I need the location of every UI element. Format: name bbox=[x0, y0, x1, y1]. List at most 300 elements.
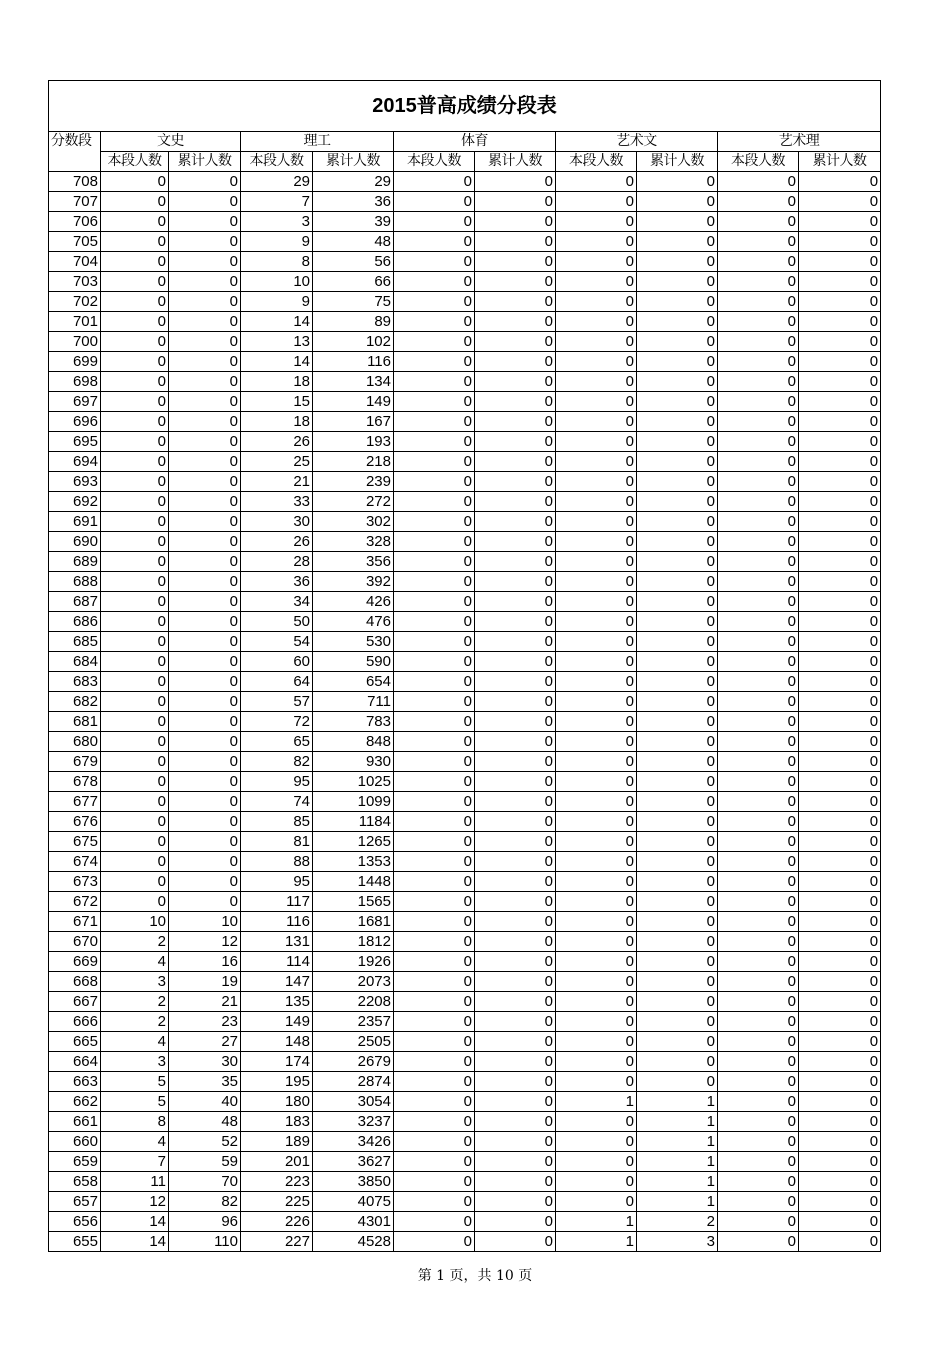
count-cell: 0 bbox=[556, 912, 637, 932]
count-cell: 167 bbox=[313, 412, 394, 432]
score-cell: 658 bbox=[49, 1172, 101, 1192]
count-cell: 0 bbox=[394, 1192, 475, 1212]
count-cell: 0 bbox=[169, 612, 241, 632]
count-cell: 0 bbox=[799, 352, 881, 372]
count-cell: 0 bbox=[799, 1192, 881, 1212]
count-cell: 0 bbox=[169, 632, 241, 652]
count-cell: 0 bbox=[169, 792, 241, 812]
score-cell: 688 bbox=[49, 572, 101, 592]
count-cell: 1 bbox=[637, 1092, 718, 1112]
score-cell: 697 bbox=[49, 392, 101, 412]
count-cell: 0 bbox=[556, 232, 637, 252]
count-cell: 0 bbox=[556, 672, 637, 692]
count-cell: 0 bbox=[556, 1192, 637, 1212]
count-cell: 0 bbox=[718, 252, 799, 272]
count-cell: 0 bbox=[799, 1092, 881, 1112]
count-cell: 0 bbox=[637, 252, 718, 272]
count-cell: 0 bbox=[101, 572, 169, 592]
count-cell: 0 bbox=[394, 712, 475, 732]
count-cell: 11 bbox=[101, 1172, 169, 1192]
count-cell: 0 bbox=[718, 992, 799, 1012]
count-cell: 65 bbox=[241, 732, 313, 752]
count-cell: 0 bbox=[101, 872, 169, 892]
count-cell: 0 bbox=[637, 952, 718, 972]
count-cell: 0 bbox=[475, 452, 556, 472]
count-cell: 218 bbox=[313, 452, 394, 472]
count-cell: 0 bbox=[556, 192, 637, 212]
count-cell: 0 bbox=[475, 1132, 556, 1152]
table-row bbox=[49, 852, 881, 872]
count-cell: 0 bbox=[394, 512, 475, 532]
table-row bbox=[49, 732, 881, 752]
count-cell: 0 bbox=[169, 432, 241, 452]
count-cell: 0 bbox=[718, 572, 799, 592]
count-cell: 0 bbox=[799, 592, 881, 612]
score-cell: 682 bbox=[49, 692, 101, 712]
count-cell: 0 bbox=[556, 712, 637, 732]
count-cell: 26 bbox=[241, 432, 313, 452]
count-cell: 0 bbox=[475, 232, 556, 252]
count-cell: 0 bbox=[799, 912, 881, 932]
count-cell: 0 bbox=[101, 332, 169, 352]
score-cell: 698 bbox=[49, 372, 101, 392]
table-row bbox=[49, 472, 881, 492]
count-cell: 57 bbox=[241, 692, 313, 712]
count-cell: 14 bbox=[241, 312, 313, 332]
count-cell: 0 bbox=[637, 832, 718, 852]
count-cell: 0 bbox=[718, 412, 799, 432]
count-cell: 0 bbox=[556, 1072, 637, 1092]
count-cell: 70 bbox=[169, 1172, 241, 1192]
count-cell: 88 bbox=[241, 852, 313, 872]
count-cell: 0 bbox=[718, 432, 799, 452]
table-row bbox=[49, 1052, 881, 1072]
count-cell: 0 bbox=[394, 492, 475, 512]
count-cell: 0 bbox=[718, 492, 799, 512]
count-cell: 0 bbox=[637, 532, 718, 552]
table-row bbox=[49, 1232, 881, 1252]
count-cell: 0 bbox=[394, 172, 475, 192]
count-cell: 7 bbox=[241, 192, 313, 212]
count-cell: 0 bbox=[394, 652, 475, 672]
table-row bbox=[49, 512, 881, 532]
count-cell: 0 bbox=[799, 392, 881, 412]
count-cell: 0 bbox=[101, 312, 169, 332]
count-cell: 3237 bbox=[313, 1112, 394, 1132]
count-cell: 0 bbox=[475, 892, 556, 912]
table-row bbox=[49, 352, 881, 372]
count-cell: 0 bbox=[718, 1012, 799, 1032]
count-cell: 5 bbox=[101, 1092, 169, 1112]
count-cell: 131 bbox=[241, 932, 313, 952]
count-cell: 0 bbox=[101, 552, 169, 572]
count-cell: 0 bbox=[394, 372, 475, 392]
count-cell: 0 bbox=[637, 232, 718, 252]
count-cell: 0 bbox=[475, 552, 556, 572]
count-cell: 0 bbox=[637, 712, 718, 732]
count-cell: 0 bbox=[556, 1172, 637, 1192]
count-cell: 0 bbox=[637, 512, 718, 532]
count-cell: 10 bbox=[241, 272, 313, 292]
count-cell: 0 bbox=[799, 432, 881, 452]
count-cell: 0 bbox=[637, 1072, 718, 1092]
count-cell: 0 bbox=[718, 692, 799, 712]
count-cell: 0 bbox=[637, 572, 718, 592]
count-cell: 0 bbox=[169, 472, 241, 492]
count-cell: 0 bbox=[475, 692, 556, 712]
count-cell: 0 bbox=[101, 192, 169, 212]
count-cell: 3 bbox=[241, 212, 313, 232]
table-row bbox=[49, 1132, 881, 1152]
table-row bbox=[49, 652, 881, 672]
count-cell: 56 bbox=[313, 252, 394, 272]
count-cell: 0 bbox=[556, 872, 637, 892]
sub-header-cumulative-count: 累计人数 bbox=[637, 152, 718, 172]
score-cell: 663 bbox=[49, 1072, 101, 1092]
count-cell: 2208 bbox=[313, 992, 394, 1012]
count-cell: 0 bbox=[637, 652, 718, 672]
count-cell: 0 bbox=[394, 232, 475, 252]
count-cell: 0 bbox=[475, 792, 556, 812]
count-cell: 0 bbox=[637, 732, 718, 752]
count-cell: 36 bbox=[313, 192, 394, 212]
table-row bbox=[49, 772, 881, 792]
table-row bbox=[49, 632, 881, 652]
count-cell: 0 bbox=[394, 832, 475, 852]
table-row bbox=[49, 612, 881, 632]
count-cell: 75 bbox=[313, 292, 394, 312]
count-cell: 0 bbox=[101, 592, 169, 612]
count-cell: 0 bbox=[475, 332, 556, 352]
count-cell: 0 bbox=[394, 1052, 475, 1072]
count-cell: 1099 bbox=[313, 792, 394, 812]
count-cell: 0 bbox=[101, 732, 169, 752]
count-cell: 0 bbox=[101, 352, 169, 372]
count-cell: 0 bbox=[637, 212, 718, 232]
count-cell: 0 bbox=[169, 372, 241, 392]
count-cell: 0 bbox=[394, 812, 475, 832]
segment-header: 分数段 bbox=[49, 132, 101, 152]
count-cell: 114 bbox=[241, 952, 313, 972]
count-cell: 2073 bbox=[313, 972, 394, 992]
count-cell: 21 bbox=[241, 472, 313, 492]
count-cell: 3850 bbox=[313, 1172, 394, 1192]
count-cell: 0 bbox=[394, 892, 475, 912]
count-cell: 0 bbox=[475, 1192, 556, 1212]
count-cell: 4301 bbox=[313, 1212, 394, 1232]
count-cell: 134 bbox=[313, 372, 394, 392]
count-cell: 0 bbox=[637, 612, 718, 632]
count-cell: 1 bbox=[556, 1232, 637, 1252]
count-cell: 0 bbox=[556, 1132, 637, 1152]
count-cell: 26 bbox=[241, 532, 313, 552]
score-cell: 675 bbox=[49, 832, 101, 852]
count-cell: 0 bbox=[556, 732, 637, 752]
count-cell: 1812 bbox=[313, 932, 394, 952]
count-cell: 0 bbox=[169, 292, 241, 312]
score-cell: 665 bbox=[49, 1032, 101, 1052]
count-cell: 0 bbox=[475, 512, 556, 532]
count-cell: 0 bbox=[394, 752, 475, 772]
table-row bbox=[49, 432, 881, 452]
score-cell: 702 bbox=[49, 292, 101, 312]
count-cell: 0 bbox=[718, 1152, 799, 1172]
count-cell: 59 bbox=[169, 1152, 241, 1172]
score-cell: 691 bbox=[49, 512, 101, 532]
table-row bbox=[49, 192, 881, 212]
count-cell: 0 bbox=[101, 852, 169, 872]
count-cell: 0 bbox=[394, 572, 475, 592]
count-cell: 223 bbox=[241, 1172, 313, 1192]
count-cell: 0 bbox=[394, 852, 475, 872]
table-row bbox=[49, 712, 881, 732]
count-cell: 0 bbox=[718, 392, 799, 412]
score-cell: 674 bbox=[49, 852, 101, 872]
count-cell: 0 bbox=[799, 732, 881, 752]
count-cell: 0 bbox=[169, 412, 241, 432]
count-cell: 1 bbox=[637, 1112, 718, 1132]
count-cell: 0 bbox=[718, 1092, 799, 1112]
count-cell: 23 bbox=[169, 1012, 241, 1032]
count-cell: 27 bbox=[169, 1032, 241, 1052]
count-cell: 72 bbox=[241, 712, 313, 732]
score-cell: 696 bbox=[49, 412, 101, 432]
count-cell: 0 bbox=[475, 432, 556, 452]
group-header-ligong: 理工 bbox=[241, 132, 394, 152]
count-cell: 2505 bbox=[313, 1032, 394, 1052]
count-cell: 0 bbox=[556, 452, 637, 472]
count-cell: 0 bbox=[475, 652, 556, 672]
count-cell: 21 bbox=[169, 992, 241, 1012]
count-cell: 0 bbox=[169, 692, 241, 712]
count-cell: 0 bbox=[718, 752, 799, 772]
count-cell: 0 bbox=[475, 1012, 556, 1032]
group-header-tiyu: 体育 bbox=[394, 132, 556, 152]
count-cell: 0 bbox=[556, 1112, 637, 1132]
count-cell: 0 bbox=[718, 1132, 799, 1152]
count-cell: 590 bbox=[313, 652, 394, 672]
score-cell: 695 bbox=[49, 432, 101, 452]
count-cell: 174 bbox=[241, 1052, 313, 1072]
count-cell: 0 bbox=[169, 812, 241, 832]
count-cell: 0 bbox=[799, 1112, 881, 1132]
count-cell: 0 bbox=[718, 1112, 799, 1132]
count-cell: 0 bbox=[394, 432, 475, 452]
count-cell: 0 bbox=[799, 1012, 881, 1032]
count-cell: 0 bbox=[718, 972, 799, 992]
count-cell: 12 bbox=[101, 1192, 169, 1212]
count-cell: 0 bbox=[718, 1232, 799, 1252]
count-cell: 89 bbox=[313, 312, 394, 332]
count-cell: 0 bbox=[169, 492, 241, 512]
count-cell: 0 bbox=[394, 352, 475, 372]
count-cell: 14 bbox=[101, 1212, 169, 1232]
count-cell: 0 bbox=[394, 972, 475, 992]
count-cell: 30 bbox=[169, 1052, 241, 1072]
count-cell: 0 bbox=[394, 632, 475, 652]
count-cell: 60 bbox=[241, 652, 313, 672]
table-row bbox=[49, 392, 881, 412]
count-cell: 0 bbox=[169, 332, 241, 352]
count-cell: 1 bbox=[637, 1192, 718, 1212]
count-cell: 0 bbox=[101, 532, 169, 552]
count-cell: 0 bbox=[799, 272, 881, 292]
count-cell: 0 bbox=[394, 292, 475, 312]
score-cell: 655 bbox=[49, 1232, 101, 1252]
score-cell: 704 bbox=[49, 252, 101, 272]
count-cell: 0 bbox=[556, 952, 637, 972]
count-cell: 0 bbox=[799, 472, 881, 492]
count-cell: 0 bbox=[718, 772, 799, 792]
count-cell: 0 bbox=[799, 832, 881, 852]
count-cell: 0 bbox=[637, 852, 718, 872]
count-cell: 0 bbox=[101, 512, 169, 532]
count-cell: 0 bbox=[475, 732, 556, 752]
score-cell: 659 bbox=[49, 1152, 101, 1172]
count-cell: 0 bbox=[169, 732, 241, 752]
count-cell: 2 bbox=[101, 1012, 169, 1032]
count-cell: 0 bbox=[637, 812, 718, 832]
count-cell: 201 bbox=[241, 1152, 313, 1172]
sub-header-segment-count: 本段人数 bbox=[241, 152, 313, 172]
count-cell: 0 bbox=[637, 672, 718, 692]
count-cell: 0 bbox=[169, 752, 241, 772]
count-cell: 0 bbox=[637, 792, 718, 812]
count-cell: 0 bbox=[556, 252, 637, 272]
count-cell: 2874 bbox=[313, 1072, 394, 1092]
count-cell: 0 bbox=[799, 192, 881, 212]
count-cell: 0 bbox=[394, 1072, 475, 1092]
count-cell: 0 bbox=[475, 212, 556, 232]
count-cell: 14 bbox=[101, 1232, 169, 1252]
count-cell: 0 bbox=[475, 812, 556, 832]
count-cell: 0 bbox=[101, 772, 169, 792]
count-cell: 0 bbox=[799, 792, 881, 812]
count-cell: 0 bbox=[169, 892, 241, 912]
count-cell: 0 bbox=[718, 512, 799, 532]
count-cell: 0 bbox=[475, 1072, 556, 1092]
score-cell: 692 bbox=[49, 492, 101, 512]
group-header-yishuli: 艺术理 bbox=[718, 132, 881, 152]
count-cell: 183 bbox=[241, 1112, 313, 1132]
count-cell: 0 bbox=[718, 452, 799, 472]
table-row bbox=[49, 292, 881, 312]
count-cell: 0 bbox=[718, 292, 799, 312]
score-cell: 673 bbox=[49, 872, 101, 892]
count-cell: 0 bbox=[799, 512, 881, 532]
count-cell: 0 bbox=[394, 332, 475, 352]
count-cell: 0 bbox=[556, 812, 637, 832]
count-cell: 1265 bbox=[313, 832, 394, 852]
table-row bbox=[49, 932, 881, 952]
count-cell: 0 bbox=[799, 1232, 881, 1252]
count-cell: 0 bbox=[101, 672, 169, 692]
score-cell: 708 bbox=[49, 172, 101, 192]
count-cell: 0 bbox=[394, 412, 475, 432]
count-cell: 0 bbox=[169, 212, 241, 232]
count-cell: 74 bbox=[241, 792, 313, 812]
count-cell: 356 bbox=[313, 552, 394, 572]
count-cell: 0 bbox=[799, 552, 881, 572]
count-cell: 0 bbox=[475, 1052, 556, 1072]
count-cell: 0 bbox=[718, 472, 799, 492]
count-cell: 0 bbox=[637, 992, 718, 1012]
count-cell: 0 bbox=[637, 472, 718, 492]
sub-header-cumulative-count: 累计人数 bbox=[799, 152, 881, 172]
count-cell: 0 bbox=[799, 1212, 881, 1232]
count-cell: 0 bbox=[799, 812, 881, 832]
count-cell: 0 bbox=[169, 252, 241, 272]
count-cell: 0 bbox=[101, 172, 169, 192]
count-cell: 0 bbox=[718, 212, 799, 232]
count-cell: 0 bbox=[556, 312, 637, 332]
count-cell: 0 bbox=[637, 1012, 718, 1032]
count-cell: 180 bbox=[241, 1092, 313, 1112]
count-cell: 0 bbox=[799, 172, 881, 192]
count-cell: 82 bbox=[169, 1192, 241, 1212]
count-cell: 0 bbox=[475, 372, 556, 392]
count-cell: 3 bbox=[101, 972, 169, 992]
count-cell: 4 bbox=[101, 1032, 169, 1052]
count-cell: 0 bbox=[799, 1132, 881, 1152]
score-cell: 687 bbox=[49, 592, 101, 612]
count-cell: 0 bbox=[101, 432, 169, 452]
count-cell: 0 bbox=[475, 292, 556, 312]
count-cell: 302 bbox=[313, 512, 394, 532]
count-cell: 0 bbox=[556, 212, 637, 232]
count-cell: 3054 bbox=[313, 1092, 394, 1112]
count-cell: 0 bbox=[475, 532, 556, 552]
count-cell: 15 bbox=[241, 392, 313, 412]
count-cell: 82 bbox=[241, 752, 313, 772]
count-cell: 0 bbox=[169, 572, 241, 592]
count-cell: 0 bbox=[475, 352, 556, 372]
count-cell: 0 bbox=[475, 772, 556, 792]
table-row bbox=[49, 1112, 881, 1132]
count-cell: 0 bbox=[718, 192, 799, 212]
count-cell: 0 bbox=[394, 732, 475, 752]
count-cell: 3627 bbox=[313, 1152, 394, 1172]
score-cell: 656 bbox=[49, 1212, 101, 1232]
table-row bbox=[49, 232, 881, 252]
table-row bbox=[49, 272, 881, 292]
count-cell: 0 bbox=[394, 1152, 475, 1172]
count-cell: 0 bbox=[799, 252, 881, 272]
count-cell: 0 bbox=[637, 432, 718, 452]
count-cell: 0 bbox=[718, 332, 799, 352]
count-cell: 0 bbox=[475, 872, 556, 892]
count-cell: 0 bbox=[637, 192, 718, 212]
count-cell: 117 bbox=[241, 892, 313, 912]
count-cell: 0 bbox=[394, 1172, 475, 1192]
count-cell: 0 bbox=[101, 392, 169, 412]
count-cell: 0 bbox=[718, 552, 799, 572]
table-row bbox=[49, 332, 881, 352]
count-cell: 0 bbox=[394, 592, 475, 612]
count-cell: 1 bbox=[637, 1172, 718, 1192]
count-cell: 0 bbox=[475, 412, 556, 432]
table-row bbox=[49, 532, 881, 552]
count-cell: 4 bbox=[101, 1132, 169, 1152]
score-cell: 701 bbox=[49, 312, 101, 332]
score-cell: 700 bbox=[49, 332, 101, 352]
score-cell: 662 bbox=[49, 1092, 101, 1112]
count-cell: 0 bbox=[475, 972, 556, 992]
score-cell: 705 bbox=[49, 232, 101, 252]
count-cell: 0 bbox=[475, 852, 556, 872]
count-cell: 0 bbox=[394, 1132, 475, 1152]
count-cell: 0 bbox=[637, 172, 718, 192]
